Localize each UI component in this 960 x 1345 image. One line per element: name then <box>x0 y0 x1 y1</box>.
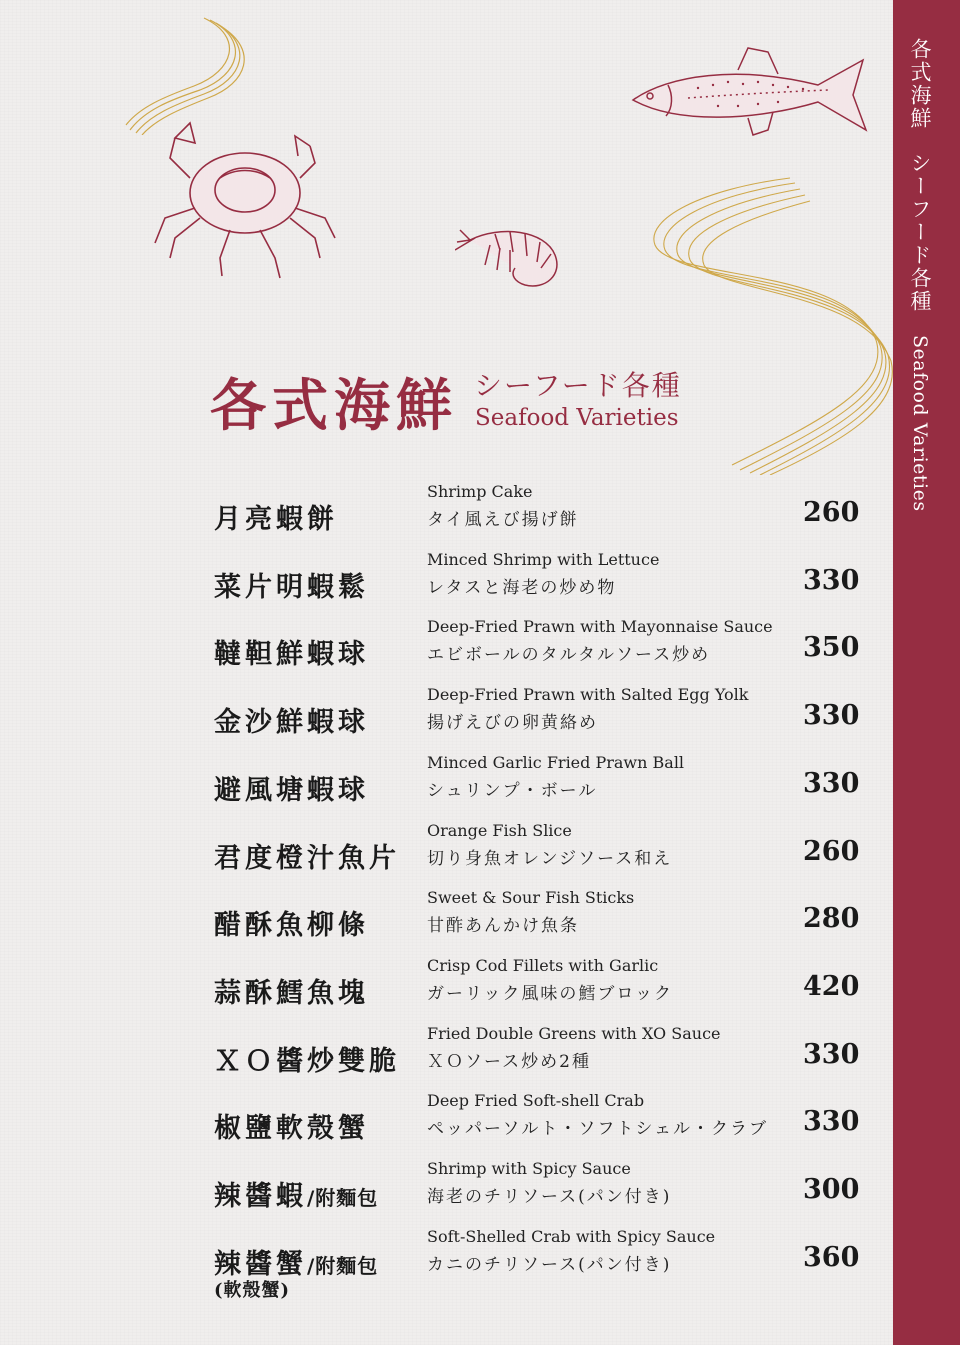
menu-item <box>0 549 893 623</box>
dish-price: 280 <box>803 903 860 935</box>
dish-japanese: エビボールのタルタルソース炒め <box>427 645 711 666</box>
dish-english: Soft-Shelled Crab with Spicy Sauce <box>427 1226 716 1246</box>
dish-name-text: ＸＯ醬炒雙脆 <box>214 1045 400 1077</box>
side-band-zh: 各式海鮮 <box>908 38 932 130</box>
dish-name-text: 辣醬蟹 <box>214 1248 307 1280</box>
dish-english: Deep-Fried Prawn with Mayonnaise Sauce <box>427 617 773 637</box>
menu-item <box>0 1023 893 1097</box>
page-title-jp: シーフード各種 <box>474 369 682 402</box>
dish-english: Deep Fried Soft-shell Crab <box>427 1091 645 1111</box>
dish-english: Deep-Fried Prawn with Salted Egg Yolk <box>427 685 749 705</box>
menu-item <box>0 1159 893 1232</box>
dish-japanese: ＸＯソース炒め2種 <box>427 1051 591 1072</box>
dish-price: 350 <box>803 632 860 664</box>
dish-name <box>214 632 369 671</box>
dish-english: Minced Shrimp with Lettuce <box>427 549 660 569</box>
menu-item <box>0 617 893 690</box>
dish-japanese: ガーリック風味の鱈ブロック <box>427 983 673 1004</box>
dish-price: 260 <box>803 497 860 528</box>
dish-japanese: レタスと海老の炒め物 <box>427 577 617 598</box>
side-band-text <box>905 38 935 512</box>
dish-price: 260 <box>803 835 860 867</box>
dish-name-text: 椒鹽軟殼蟹 <box>214 1113 369 1145</box>
dish-english: Shrimp Cake <box>427 482 533 501</box>
dish-name <box>214 700 369 739</box>
dish-name-text: 君度橙汁魚片 <box>214 842 400 874</box>
dish-english: Crisp Cod Fillets with Garlic <box>427 955 659 975</box>
menu-item <box>0 820 893 894</box>
dish-name-text: 蒜酥鱈魚塊 <box>214 977 369 1009</box>
menu-item <box>0 685 893 758</box>
menu-item <box>0 752 893 826</box>
dish-japanese: 揚げえびの卵黄絡め <box>427 713 598 734</box>
fish-illustration <box>628 40 868 140</box>
dish-name-text: 辣醬蝦 <box>214 1181 307 1212</box>
dish-english: Sweet & Sour Fish Sticks <box>427 888 635 908</box>
dish-name-text: 金沙鮮蝦球 <box>214 707 369 739</box>
dish-price: 360 <box>803 1241 860 1273</box>
dish-japanese: タイ風えび揚げ餅 <box>427 510 579 530</box>
dish-name-note: (軟殼蟹) <box>214 1279 291 1301</box>
dish-japanese: 海老のチリソース(パン付き) <box>427 1187 672 1207</box>
dish-price: 420 <box>803 970 860 1002</box>
dish-name-text: 菜片明蝦鬆 <box>214 571 369 603</box>
dish-japanese: カニのチリソース(パン付き) <box>427 1254 672 1275</box>
dish-name-suffix: /附麵包 <box>307 1186 379 1210</box>
side-band-jp: シーフード各種 <box>908 152 932 313</box>
dish-name <box>214 903 369 942</box>
dish-name <box>214 1106 369 1145</box>
dish-name <box>214 836 400 875</box>
dish-name-text: 醋酥魚柳條 <box>214 910 369 942</box>
dish-english: Shrimp with Spicy Sauce <box>427 1159 631 1178</box>
gold-wave-right-ornament <box>650 175 895 475</box>
menu-item <box>0 955 893 1029</box>
dish-japanese: ペッパーソルト・ソフトシェル・クラブ <box>427 1119 768 1140</box>
dish-price: 330 <box>803 1038 860 1070</box>
dish-english: Orange Fish Slice <box>427 820 572 840</box>
dish-japanese: 切り身魚オレンジソース和え <box>427 848 673 869</box>
dish-name <box>214 971 369 1010</box>
menu-item <box>0 482 893 555</box>
dish-english: Fried Double Greens with XO Sauce <box>427 1023 721 1043</box>
menu-item <box>0 1226 893 1301</box>
dish-price: 330 <box>803 564 860 596</box>
dish-price: 330 <box>803 767 860 799</box>
dish-japanese: シュリンプ・ボール <box>427 780 598 801</box>
dish-price: 330 <box>803 1106 860 1138</box>
menu-item <box>0 888 893 961</box>
dish-name-text: 避風塘蝦球 <box>214 774 369 806</box>
dish-name-suffix: /附麵包 <box>307 1253 379 1278</box>
dish-english: Minced Garlic Fried Prawn Ball <box>427 752 685 772</box>
menu-item <box>0 1091 893 1164</box>
side-band-en: Seafood Varieties <box>909 335 931 512</box>
crab-illustration <box>150 118 340 283</box>
dish-name <box>214 497 338 536</box>
page-title-en: Seafood Varieties <box>475 405 679 431</box>
dish-name <box>214 1039 400 1078</box>
dish-name <box>214 768 369 807</box>
page-title-zh: 各式海鮮 <box>210 373 458 439</box>
dish-name-text: 韃靼鮮蝦球 <box>214 639 369 671</box>
dish-name <box>214 565 369 604</box>
dish-name-text: 月亮蝦餅 <box>214 504 338 535</box>
dish-price: 300 <box>803 1174 860 1205</box>
dish-name <box>214 1174 378 1213</box>
shrimp-illustration <box>455 220 565 295</box>
dish-japanese: 甘酢あんかけ魚条 <box>427 916 579 937</box>
gold-wave-top-ornament <box>120 15 260 135</box>
dish-price: 330 <box>803 700 860 732</box>
